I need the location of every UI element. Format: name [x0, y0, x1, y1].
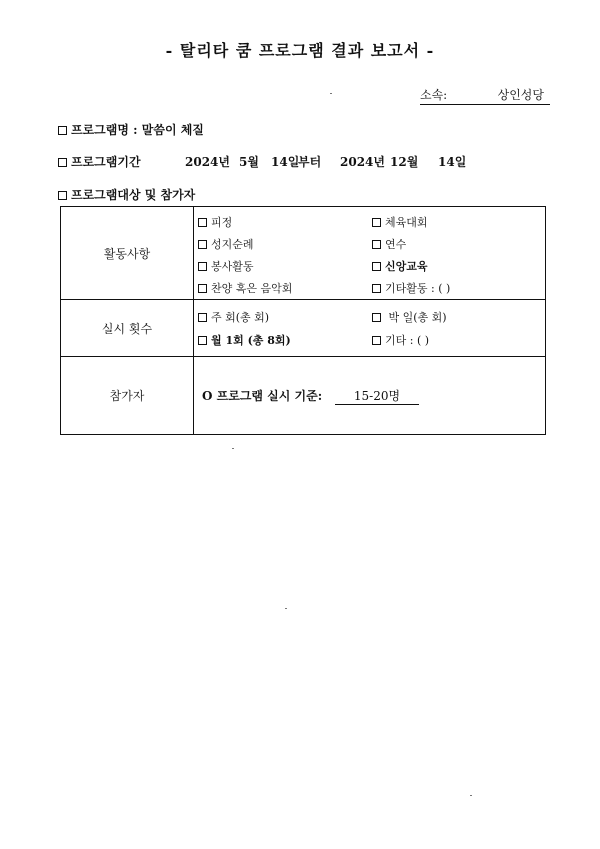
checkbox-icon[interactable] — [198, 262, 207, 271]
frequency-option[interactable]: 주 회(총 회) — [198, 309, 269, 325]
scan-speck — [330, 93, 332, 94]
checkbox-icon[interactable] — [372, 313, 381, 322]
frequency-header: 실시 횟수 — [61, 300, 194, 357]
program-period-row — [58, 153, 518, 169]
checkbox-icon[interactable] — [198, 336, 207, 345]
checkbox-icon[interactable] — [372, 336, 381, 345]
target-section-label: 프로그램대상 및 참가자 — [71, 188, 196, 202]
participants-cell — [194, 357, 546, 435]
period-start-day: 14일 — [271, 155, 300, 169]
period-from: 부터 — [298, 155, 322, 169]
program-name-label: 프로그램명 : — [71, 123, 138, 137]
checkbox-icon — [58, 126, 67, 135]
activity-option[interactable]: 연수 — [372, 236, 406, 252]
activity-option[interactable]: 찬양 혹은 음악회 — [198, 280, 292, 296]
checkbox-icon[interactable] — [372, 218, 381, 227]
activities-header: 활동사항 — [61, 207, 194, 300]
participants-standard-label: O 프로그램 실시 기준: — [202, 389, 323, 403]
period-end-year: 2024년 — [340, 155, 385, 169]
period-end-month: 12월 — [390, 155, 419, 169]
program-table — [60, 206, 546, 435]
frequency-option-selected[interactable]: 월 1회 (총 8회) — [198, 332, 291, 348]
scan-speck — [285, 608, 287, 609]
activity-option[interactable]: 피정 — [198, 214, 232, 230]
period-end-day: 14일 — [438, 155, 467, 169]
participants-standard-value: 15-20명 — [335, 387, 419, 405]
checkbox-icon[interactable] — [372, 240, 381, 249]
activity-option-selected[interactable]: 신앙교육 — [372, 258, 428, 274]
affiliation-value: 상인성당 — [497, 88, 544, 102]
program-name-row — [58, 121, 204, 138]
program-name-value: 말씀이 체질 — [141, 123, 204, 137]
checkbox-icon[interactable] — [372, 284, 381, 293]
program-period-label: 프로그램기간 — [71, 155, 141, 169]
participants-header: 참가자 — [61, 357, 194, 435]
activities-cell — [194, 207, 546, 300]
checkbox-icon — [58, 191, 67, 200]
affiliation-label: 소속: — [420, 88, 448, 102]
target-section-row — [58, 186, 195, 203]
report-title: - 탈리타 쿰 프로그램 결과 보고서 - — [165, 41, 435, 60]
checkbox-icon[interactable] — [198, 240, 207, 249]
checkbox-icon[interactable] — [198, 218, 207, 227]
frequency-option[interactable]: 박 일(총 회) — [372, 309, 447, 325]
scan-speck — [470, 795, 472, 796]
period-start-month: 5월 — [239, 155, 259, 169]
activity-option-other[interactable]: 기타활동 : ( ) — [372, 280, 450, 296]
scan-speck — [232, 448, 234, 449]
activity-option[interactable]: 봉사활동 — [198, 258, 254, 274]
checkbox-icon — [58, 158, 67, 167]
activity-option[interactable]: 체육대회 — [372, 214, 428, 230]
checkbox-icon[interactable] — [198, 313, 207, 322]
checkbox-icon[interactable] — [198, 284, 207, 293]
frequency-cell — [194, 300, 546, 357]
affiliation-line — [420, 86, 550, 105]
checkbox-icon[interactable] — [372, 262, 381, 271]
frequency-option-other[interactable]: 기타 : ( ) — [372, 332, 429, 348]
period-start-year: 2024년 — [185, 155, 230, 169]
activity-option[interactable]: 성지순례 — [198, 236, 254, 252]
